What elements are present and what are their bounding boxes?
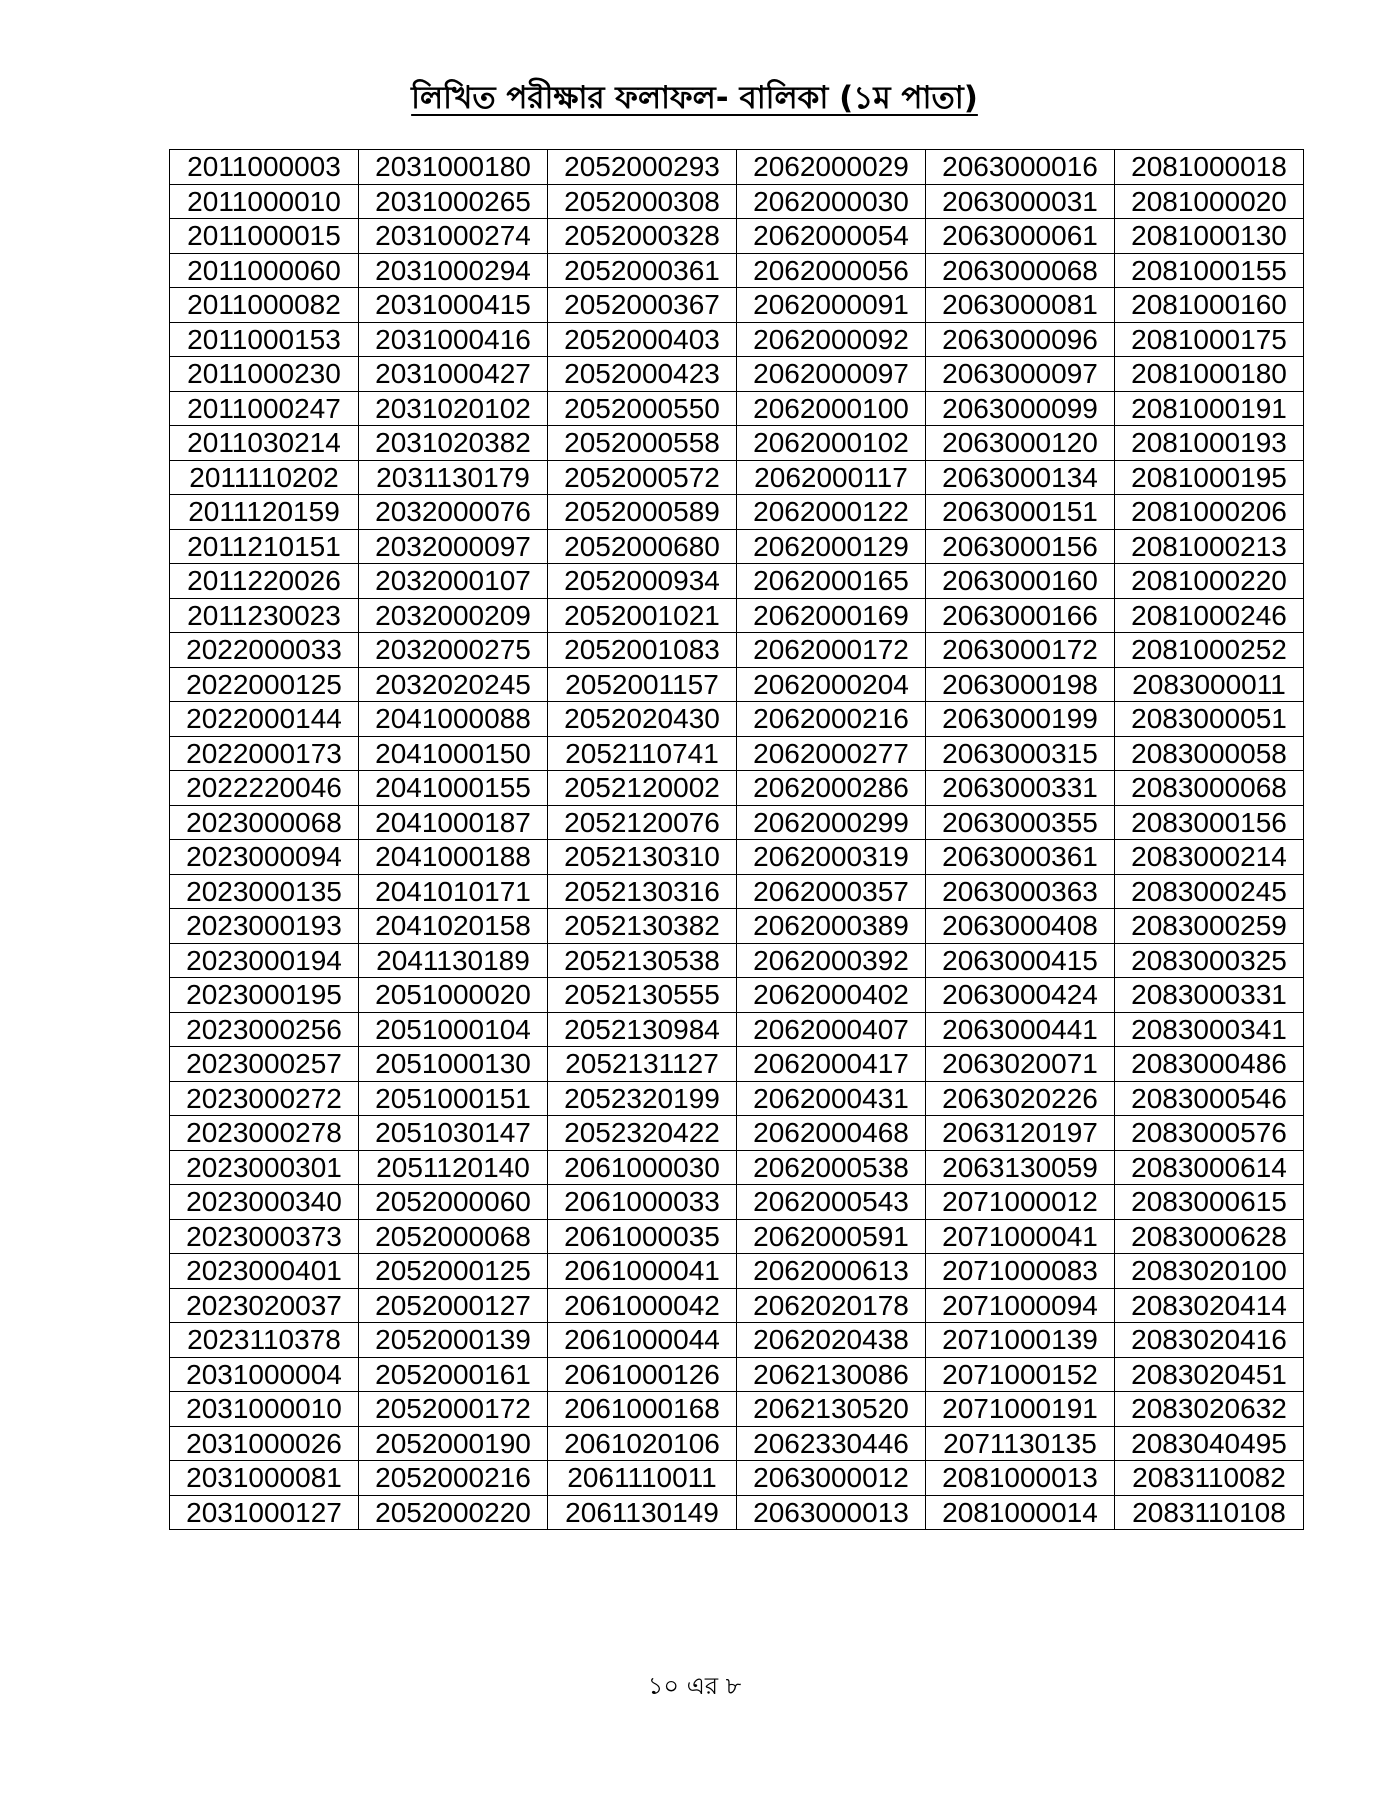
roll-number-cell: 2061000033: [548, 1185, 737, 1220]
roll-number-cell: 2011120159: [170, 495, 359, 530]
roll-number-cell: 2011000247: [170, 391, 359, 426]
roll-number-cell: 2083000156: [1115, 805, 1304, 840]
table-row: [170, 1254, 1304, 1289]
table-row: [170, 1392, 1304, 1427]
roll-number-cell: 2062020438: [737, 1323, 926, 1358]
table-row: [170, 1357, 1304, 1392]
roll-number-cell: 2023000256: [170, 1012, 359, 1047]
roll-number-cell: 2052000572: [548, 460, 737, 495]
roll-number-cell: 2041000088: [359, 702, 548, 737]
roll-number-cell: 2061000044: [548, 1323, 737, 1358]
roll-number-cell: 2083000614: [1115, 1150, 1304, 1185]
roll-number-cell: 2062000468: [737, 1116, 926, 1151]
roll-number-cell: 2063000199: [926, 702, 1115, 737]
table-row: [170, 1219, 1304, 1254]
roll-number-cell: 2083000325: [1115, 943, 1304, 978]
roll-number-cell: 2071000012: [926, 1185, 1115, 1220]
roll-number-cell: 2063000031: [926, 184, 1115, 219]
table-row: [170, 150, 1304, 185]
roll-number-cell: 2061020106: [548, 1426, 737, 1461]
roll-number-cell: 2063000315: [926, 736, 1115, 771]
roll-number-cell: 2052000550: [548, 391, 737, 426]
roll-number-cell: 2023020037: [170, 1288, 359, 1323]
roll-number-cell: 2063020226: [926, 1081, 1115, 1116]
roll-number-cell: 2063000408: [926, 909, 1115, 944]
roll-number-cell: 2062130520: [737, 1392, 926, 1427]
roll-number-cell: 2011000060: [170, 253, 359, 288]
roll-number-cell: 2063000415: [926, 943, 1115, 978]
roll-number-cell: 2052000680: [548, 529, 737, 564]
table-row: [170, 1012, 1304, 1047]
roll-number-cell: 2031020102: [359, 391, 548, 426]
roll-number-cell: 2063000160: [926, 564, 1115, 599]
roll-number-cell: 2062000029: [737, 150, 926, 185]
roll-number-cell: 2023000068: [170, 805, 359, 840]
roll-number-cell: 2071000094: [926, 1288, 1115, 1323]
roll-number-cell: 2083000068: [1115, 771, 1304, 806]
roll-number-cell: 2052000161: [359, 1357, 548, 1392]
roll-number-cell: 2011000015: [170, 219, 359, 254]
table-row: [170, 495, 1304, 530]
roll-number-cell: 2011110202: [170, 460, 359, 495]
roll-number-cell: 2032000076: [359, 495, 548, 530]
roll-number-cell: 2081000195: [1115, 460, 1304, 495]
roll-number-cell: 2083020632: [1115, 1392, 1304, 1427]
roll-number-cell: 2063000172: [926, 633, 1115, 668]
roll-number-cell: 2023000193: [170, 909, 359, 944]
table-row: [170, 909, 1304, 944]
roll-number-cell: 2051000130: [359, 1047, 548, 1082]
roll-number-cell: 2062000092: [737, 322, 926, 357]
roll-number-cell: 2061000126: [548, 1357, 737, 1392]
roll-number-cell: 2051120140: [359, 1150, 548, 1185]
roll-number-cell: 2063000198: [926, 667, 1115, 702]
table-row: [170, 391, 1304, 426]
roll-number-cell: 2063000068: [926, 253, 1115, 288]
roll-number-cell: 2023000257: [170, 1047, 359, 1082]
roll-number-cell: 2031000026: [170, 1426, 359, 1461]
roll-number-cell: 2023000094: [170, 840, 359, 875]
table-row: [170, 667, 1304, 702]
roll-number-cell: 2052320199: [548, 1081, 737, 1116]
roll-number-cell: 2081000175: [1115, 322, 1304, 357]
roll-number-cell: 2052000328: [548, 219, 737, 254]
roll-number-cell: 2051000104: [359, 1012, 548, 1047]
roll-number-cell: 2022000144: [170, 702, 359, 737]
roll-number-cell: 2023000401: [170, 1254, 359, 1289]
results-table-body: [170, 150, 1304, 1530]
roll-number-cell: 2022000173: [170, 736, 359, 771]
table-row: [170, 1426, 1304, 1461]
roll-number-cell: 2031000265: [359, 184, 548, 219]
roll-number-cell: 2052000589: [548, 495, 737, 530]
roll-number-cell: 2062000357: [737, 874, 926, 909]
table-row: [170, 1081, 1304, 1116]
roll-number-cell: 2031000081: [170, 1461, 359, 1496]
table-row: [170, 219, 1304, 254]
roll-number-cell: 2052000220: [359, 1495, 548, 1530]
roll-number-cell: 2083000331: [1115, 978, 1304, 1013]
roll-number-cell: 2052000308: [548, 184, 737, 219]
table-row: [170, 874, 1304, 909]
roll-number-cell: 2083020414: [1115, 1288, 1304, 1323]
roll-number-cell: 2031000010: [170, 1392, 359, 1427]
roll-number-cell: 2052020430: [548, 702, 737, 737]
roll-number-cell: 2052000060: [359, 1185, 548, 1220]
roll-number-cell: 2052000190: [359, 1426, 548, 1461]
roll-number-cell: 2062000117: [737, 460, 926, 495]
roll-number-cell: 2063000156: [926, 529, 1115, 564]
roll-number-cell: 2052130310: [548, 840, 737, 875]
roll-number-cell: 2083000245: [1115, 874, 1304, 909]
roll-number-cell: 2051030147: [359, 1116, 548, 1151]
roll-number-cell: 2062000543: [737, 1185, 926, 1220]
roll-number-cell: 2062000431: [737, 1081, 926, 1116]
roll-number-cell: 2023000278: [170, 1116, 359, 1151]
roll-number-cell: 2032000209: [359, 598, 548, 633]
table-row: [170, 978, 1304, 1013]
roll-number-cell: 2062000122: [737, 495, 926, 530]
table-row: [170, 1116, 1304, 1151]
table-row: [170, 322, 1304, 357]
roll-number-cell: 2062000417: [737, 1047, 926, 1082]
roll-number-cell: 2071000041: [926, 1219, 1115, 1254]
roll-number-cell: 2052000127: [359, 1288, 548, 1323]
roll-number-cell: 2052130316: [548, 874, 737, 909]
roll-number-cell: 2052000367: [548, 288, 737, 323]
roll-number-cell: 2041000188: [359, 840, 548, 875]
roll-number-cell: 2023000135: [170, 874, 359, 909]
roll-number-cell: 2062000286: [737, 771, 926, 806]
roll-number-cell: 2041010171: [359, 874, 548, 909]
roll-number-cell: 2062000100: [737, 391, 926, 426]
roll-number-cell: 2063000166: [926, 598, 1115, 633]
roll-number-cell: 2083000615: [1115, 1185, 1304, 1220]
roll-number-cell: 2062000091: [737, 288, 926, 323]
page-number: ১০ এর ৮: [647, 1672, 742, 1700]
roll-number-cell: 2081000193: [1115, 426, 1304, 461]
roll-number-cell: 2063000061: [926, 219, 1115, 254]
page-title: [0, 74, 1389, 126]
roll-number-cell: 2023000373: [170, 1219, 359, 1254]
roll-number-cell: 2052000423: [548, 357, 737, 392]
roll-number-cell: 2063020071: [926, 1047, 1115, 1082]
roll-number-cell: 2052130538: [548, 943, 737, 978]
roll-number-cell: 2083000011: [1115, 667, 1304, 702]
roll-number-cell: 2063000016: [926, 150, 1115, 185]
roll-number-cell: 2071000152: [926, 1357, 1115, 1392]
page-title-text: লিখিত পরীক্ষার ফলাফল- বালিকা (১ম পাতা): [411, 80, 978, 116]
roll-number-cell: 2062000389: [737, 909, 926, 944]
results-table: [169, 149, 1304, 1530]
roll-number-cell: 2011000082: [170, 288, 359, 323]
table-row: [170, 943, 1304, 978]
table-row: [170, 840, 1304, 875]
roll-number-cell: 2052130382: [548, 909, 737, 944]
roll-number-cell: 2083000341: [1115, 1012, 1304, 1047]
roll-number-cell: 2081000130: [1115, 219, 1304, 254]
table-row: [170, 1150, 1304, 1185]
roll-number-cell: 2062000169: [737, 598, 926, 633]
roll-number-cell: 2081000220: [1115, 564, 1304, 599]
roll-number-cell: 2061000030: [548, 1150, 737, 1185]
roll-number-cell: 2081000014: [926, 1495, 1115, 1530]
roll-number-cell: 2031000180: [359, 150, 548, 185]
table-row: [170, 253, 1304, 288]
roll-number-cell: 2052001021: [548, 598, 737, 633]
roll-number-cell: 2063000013: [737, 1495, 926, 1530]
roll-number-cell: 2062000591: [737, 1219, 926, 1254]
roll-number-cell: 2011000153: [170, 322, 359, 357]
roll-number-cell: 2011000010: [170, 184, 359, 219]
roll-number-cell: 2031000294: [359, 253, 548, 288]
roll-number-cell: 2083000259: [1115, 909, 1304, 944]
roll-number-cell: 2052000172: [359, 1392, 548, 1427]
roll-number-cell: 2061000168: [548, 1392, 737, 1427]
roll-number-cell: 2023000340: [170, 1185, 359, 1220]
roll-number-cell: 2031000004: [170, 1357, 359, 1392]
roll-number-cell: 2052000216: [359, 1461, 548, 1496]
roll-number-cell: 2081000213: [1115, 529, 1304, 564]
roll-number-cell: 2061000041: [548, 1254, 737, 1289]
roll-number-cell: 2041000187: [359, 805, 548, 840]
roll-number-cell: 2041000155: [359, 771, 548, 806]
roll-number-cell: 2063000331: [926, 771, 1115, 806]
roll-number-cell: 2023000301: [170, 1150, 359, 1185]
roll-number-cell: 2052001157: [548, 667, 737, 702]
table-row: [170, 702, 1304, 737]
roll-number-cell: 2041020158: [359, 909, 548, 944]
roll-number-cell: 2061000042: [548, 1288, 737, 1323]
roll-number-cell: 2011230023: [170, 598, 359, 633]
roll-number-cell: 2083000576: [1115, 1116, 1304, 1151]
roll-number-cell: 2052320422: [548, 1116, 737, 1151]
table-row: [170, 598, 1304, 633]
roll-number-cell: 2052001083: [548, 633, 737, 668]
roll-number-cell: 2052000125: [359, 1254, 548, 1289]
roll-number-cell: 2063000120: [926, 426, 1115, 461]
roll-number-cell: 2081000206: [1115, 495, 1304, 530]
roll-number-cell: 2062000172: [737, 633, 926, 668]
roll-number-cell: 2061110011: [548, 1461, 737, 1496]
roll-number-cell: 2083000486: [1115, 1047, 1304, 1082]
table-row: [170, 805, 1304, 840]
roll-number-cell: 2023000272: [170, 1081, 359, 1116]
roll-number-cell: 2011030214: [170, 426, 359, 461]
table-row: [170, 633, 1304, 668]
roll-number-cell: 2083040495: [1115, 1426, 1304, 1461]
roll-number-cell: 2022000033: [170, 633, 359, 668]
roll-number-cell: 2051000151: [359, 1081, 548, 1116]
roll-number-cell: 2063000424: [926, 978, 1115, 1013]
roll-number-cell: 2062000299: [737, 805, 926, 840]
roll-number-cell: 2071000191: [926, 1392, 1115, 1427]
table-row: [170, 1047, 1304, 1082]
roll-number-cell: 2022000125: [170, 667, 359, 702]
roll-number-cell: 2063000355: [926, 805, 1115, 840]
roll-number-cell: 2083000546: [1115, 1081, 1304, 1116]
roll-number-cell: 2052000139: [359, 1323, 548, 1358]
roll-number-cell: 2081000018: [1115, 150, 1304, 185]
roll-number-cell: 2081000020: [1115, 184, 1304, 219]
roll-number-cell: 2032000107: [359, 564, 548, 599]
roll-number-cell: 2063000363: [926, 874, 1115, 909]
roll-number-cell: 2031000127: [170, 1495, 359, 1530]
roll-number-cell: 2083000628: [1115, 1219, 1304, 1254]
roll-number-cell: 2062000165: [737, 564, 926, 599]
roll-number-cell: 2031130179: [359, 460, 548, 495]
roll-number-cell: 2063000361: [926, 840, 1115, 875]
roll-number-cell: 2061000035: [548, 1219, 737, 1254]
roll-number-cell: 2081000191: [1115, 391, 1304, 426]
roll-number-cell: 2031000415: [359, 288, 548, 323]
roll-number-cell: 2062000102: [737, 426, 926, 461]
roll-number-cell: 2052120076: [548, 805, 737, 840]
table-row: [170, 564, 1304, 599]
roll-number-cell: 2063000441: [926, 1012, 1115, 1047]
roll-number-cell: 2062000407: [737, 1012, 926, 1047]
roll-number-cell: 2031000416: [359, 322, 548, 357]
roll-number-cell: 2062000054: [737, 219, 926, 254]
roll-number-cell: 2023000194: [170, 943, 359, 978]
table-row: [170, 1185, 1304, 1220]
roll-number-cell: 2062000129: [737, 529, 926, 564]
roll-number-cell: 2062130086: [737, 1357, 926, 1392]
roll-number-cell: 2062000319: [737, 840, 926, 875]
roll-number-cell: 2062000402: [737, 978, 926, 1013]
roll-number-cell: 2062000030: [737, 184, 926, 219]
roll-number-cell: 2071000083: [926, 1254, 1115, 1289]
roll-number-cell: 2023110378: [170, 1323, 359, 1358]
roll-number-cell: 2032000097: [359, 529, 548, 564]
roll-number-cell: 2052110741: [548, 736, 737, 771]
roll-number-cell: 2052000403: [548, 322, 737, 357]
roll-number-cell: 2062000538: [737, 1150, 926, 1185]
roll-number-cell: 2062000216: [737, 702, 926, 737]
roll-number-cell: 2081000246: [1115, 598, 1304, 633]
roll-number-cell: 2083110082: [1115, 1461, 1304, 1496]
roll-number-cell: 2031000274: [359, 219, 548, 254]
table-row: [170, 1323, 1304, 1358]
roll-number-cell: 2052000068: [359, 1219, 548, 1254]
table-row: [170, 288, 1304, 323]
roll-number-cell: 2023000195: [170, 978, 359, 1013]
roll-number-cell: 2063000134: [926, 460, 1115, 495]
roll-number-cell: 2063130059: [926, 1150, 1115, 1185]
roll-number-cell: 2052120002: [548, 771, 737, 806]
roll-number-cell: 2081000013: [926, 1461, 1115, 1496]
roll-number-cell: 2062000613: [737, 1254, 926, 1289]
roll-number-cell: 2083020451: [1115, 1357, 1304, 1392]
roll-number-cell: 2081000180: [1115, 357, 1304, 392]
roll-number-cell: 2071130135: [926, 1426, 1115, 1461]
roll-number-cell: 2062000097: [737, 357, 926, 392]
roll-number-cell: 2063000012: [737, 1461, 926, 1496]
roll-number-cell: 2052131127: [548, 1047, 737, 1082]
roll-number-cell: 2083000058: [1115, 736, 1304, 771]
roll-number-cell: 2011220026: [170, 564, 359, 599]
roll-number-cell: 2083020416: [1115, 1323, 1304, 1358]
roll-number-cell: 2031020382: [359, 426, 548, 461]
roll-number-cell: 2032020245: [359, 667, 548, 702]
roll-number-cell: 2062000056: [737, 253, 926, 288]
roll-number-cell: 2041000150: [359, 736, 548, 771]
roll-number-cell: 2031000427: [359, 357, 548, 392]
table-row: [170, 460, 1304, 495]
roll-number-cell: 2063000096: [926, 322, 1115, 357]
table-row: [170, 1288, 1304, 1323]
roll-number-cell: 2063000097: [926, 357, 1115, 392]
roll-number-cell: 2052000361: [548, 253, 737, 288]
roll-number-cell: 2051000020: [359, 978, 548, 1013]
roll-number-cell: 2062330446: [737, 1426, 926, 1461]
roll-number-cell: 2083020100: [1115, 1254, 1304, 1289]
roll-number-cell: 2062000277: [737, 736, 926, 771]
roll-number-cell: 2081000160: [1115, 288, 1304, 323]
table-row: [170, 529, 1304, 564]
roll-number-cell: 2081000252: [1115, 633, 1304, 668]
roll-number-cell: 2052000293: [548, 150, 737, 185]
roll-number-cell: 2083000214: [1115, 840, 1304, 875]
roll-number-cell: 2052130555: [548, 978, 737, 1013]
roll-number-cell: 2052000558: [548, 426, 737, 461]
roll-number-cell: 2062020178: [737, 1288, 926, 1323]
roll-number-cell: 2081000155: [1115, 253, 1304, 288]
table-row: [170, 1495, 1304, 1530]
roll-number-cell: 2062000392: [737, 943, 926, 978]
roll-number-cell: 2052130984: [548, 1012, 737, 1047]
roll-number-cell: 2011000230: [170, 357, 359, 392]
roll-number-cell: 2052000934: [548, 564, 737, 599]
roll-number-cell: 2063000099: [926, 391, 1115, 426]
roll-number-cell: 2071000139: [926, 1323, 1115, 1358]
roll-number-cell: 2061130149: [548, 1495, 737, 1530]
table-row: [170, 184, 1304, 219]
table-row: [170, 1461, 1304, 1496]
roll-number-cell: 2083110108: [1115, 1495, 1304, 1530]
roll-number-cell: 2062000204: [737, 667, 926, 702]
roll-number-cell: 2063000081: [926, 288, 1115, 323]
roll-number-cell: 2011000003: [170, 150, 359, 185]
table-row: [170, 771, 1304, 806]
roll-number-cell: 2083000051: [1115, 702, 1304, 737]
roll-number-cell: 2011210151: [170, 529, 359, 564]
table-row: [170, 736, 1304, 771]
table-row: [170, 357, 1304, 392]
roll-number-cell: 2022220046: [170, 771, 359, 806]
roll-number-cell: 2032000275: [359, 633, 548, 668]
roll-number-cell: 2063000151: [926, 495, 1115, 530]
table-row: [170, 426, 1304, 461]
roll-number-cell: 2041130189: [359, 943, 548, 978]
roll-number-cell: 2063120197: [926, 1116, 1115, 1151]
